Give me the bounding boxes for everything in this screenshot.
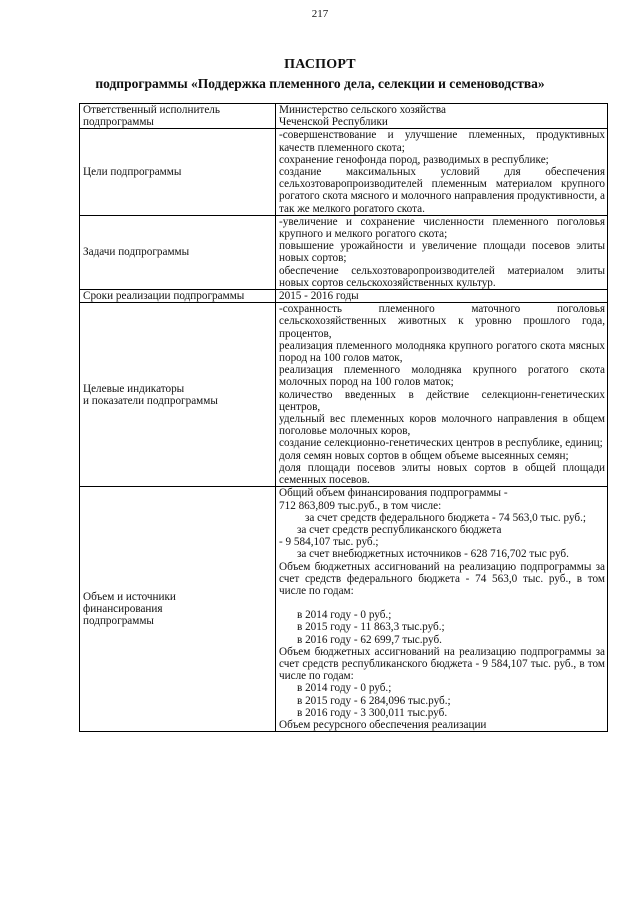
funding-federal-year: в 2014 году - 0 руб.; — [297, 609, 392, 622]
row-terms — [80, 290, 608, 303]
document-subtitle: подпрограммы «Поддержка племенного дела, селекции и семеноводства» — [95, 76, 545, 91]
task-item: повышение урожайности и увеличение площади посевов элиты новых сортов; — [279, 240, 605, 265]
terms-value: 2015 - 2016 годы — [276, 290, 608, 303]
indicator-item: количество введенных в действие селекционн-генетических центров, — [279, 388, 605, 413]
goal-item: создание максимальных условий для обеспечения сельхозтоваропроизводителей племенным материалом крупного рогатого скота мясного и молочного направления продуктивности, а так же мелкого рогатого скота. — [279, 166, 605, 215]
goal-item: сохранение генофонда пород, разводимых в республике; — [279, 153, 549, 166]
row-funding — [80, 487, 608, 732]
indicator-item: реализация племенного молодняка крупного рогатого скота мясных пород на 100 голов маток, — [279, 339, 605, 365]
terms-label: Сроки реализации подпрограммы — [80, 290, 276, 303]
funding-extra: за счет внебюджетных источников - 628 716,702 тыс руб. — [297, 548, 569, 561]
row-executor — [80, 104, 608, 129]
indicator-item: доля площади посевов элиты новых сортов в общей площади семенных посевов. — [279, 461, 605, 487]
funding-republic-year: в 2016 году - 3 300,011 тыс.руб. — [297, 706, 448, 719]
funding-federal-year: в 2015 году - 11 863,3 тыс.руб.; — [297, 621, 445, 634]
funding-republic-year: в 2014 году - 0 руб.; — [297, 682, 392, 695]
funding-federal-block: Объем бюджетных ассигнований на реализацию подпрограммы за счет средств федерального бюджета - 74 563,0 тыс. руб., в том числе по годам: — [279, 560, 605, 597]
tasks-value — [276, 215, 608, 289]
funding-republic-year: в 2015 году - 6 284,096 тыс.руб.; — [297, 694, 451, 707]
funding-federal-year: в 2016 году - 62 699,7 тыс.руб. — [297, 633, 442, 646]
funding-value — [276, 487, 608, 732]
goals-value — [276, 129, 608, 215]
document-title: ПАСПОРТ — [284, 57, 356, 72]
funding-federal: за счет средств федерального бюджета - 74 563,0 тыс. руб.; — [305, 511, 586, 524]
indicator-item: создание селекционно-генетических центров в республике, единиц; — [279, 437, 603, 450]
row-indicators — [80, 303, 608, 487]
row-goals — [80, 129, 608, 215]
indicators-label: Целевые индикаторы и показатели подпрограммы — [80, 303, 276, 487]
indicator-item: реализация племенного молодняка крупного рогатого скота молочных пород на 100 голов маток; — [279, 364, 605, 389]
executor-label: Ответственный исполнитель подпрограммы — [80, 104, 276, 129]
indicator-item: доля семян новых сортов в общем объеме высеянных семян; — [279, 449, 569, 462]
indicator-item: удельный вес племенных коров молочного направления в общем поголовье молочных коров, — [279, 413, 605, 438]
passport-table — [79, 103, 608, 732]
funding-republic-line: за счет средств республиканского бюджета — [297, 523, 502, 536]
funding-total-line: Общий объем финансирования подпрограммы - — [279, 487, 508, 500]
goals-label: Цели подпрограммы — [80, 129, 276, 215]
indicator-item: -сохранность племенного маточного поголовья сельскохозяйственных животных к уровню прошлого года, процентов, — [279, 303, 605, 340]
funding-republic-value: - 9 584,107 тыс. руб.; — [279, 536, 379, 549]
task-item: -увеличение и сохранение численности племенного поголовья крупного и мелкого рогатого скота; — [279, 215, 605, 241]
funding-republic-block: Объем бюджетных ассигнований на реализацию подпрограммы за счет средств республиканского бюджета - 9 584,107 тыс. руб., в том числе по годам: — [279, 645, 605, 683]
page-number: 217 — [311, 8, 329, 20]
tasks-label: Задачи подпрограммы — [80, 215, 276, 289]
row-tasks — [80, 215, 608, 289]
indicators-value — [276, 303, 608, 487]
funding-resource-line: Объем ресурсного обеспечения реализации — [279, 718, 487, 731]
goal-item: -совершенствование и улучшение племенных, продуктивных качеств племенного скота; — [279, 129, 605, 154]
executor-value: Министерство сельского хозяйства Чеченской Республики — [276, 104, 608, 129]
funding-label: Объем и источники финансирования подпрограммы — [80, 487, 276, 732]
funding-total-value: 712 863,809 тыс.руб., в том числе: — [279, 499, 442, 512]
task-item: обеспечение сельхозтоваропроизводителей материалом элиты новых сортов сельскохозяйственных культур. — [279, 264, 605, 289]
